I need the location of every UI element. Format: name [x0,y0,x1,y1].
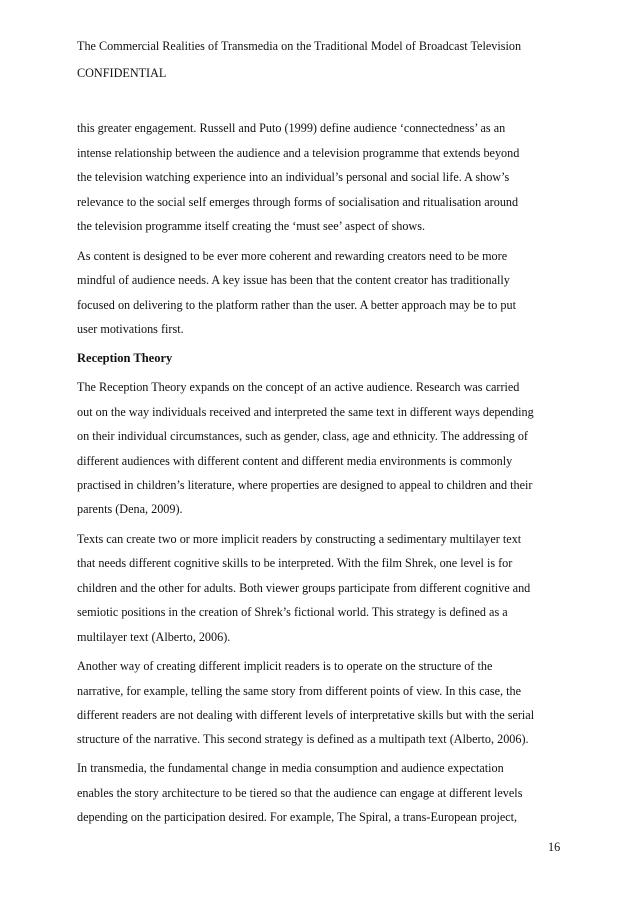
running-header-title: The Commercial Realities of Transmedia on the Traditional Model of Broadcast Television [77,39,522,53]
text-line: narrative, for example, telling the same story from different points of view. In this case, the [77,684,522,698]
text-line: practised in children’s literature, where properties are designed to appeal to children and their [77,478,533,492]
text-line: user motivations first. [77,322,184,336]
text-line: As content is designed to be ever more coherent and rewarding creators need to be more [77,249,508,263]
text-line: Another way of creating different implicit readers is to operate on the structure of the [77,659,493,673]
text-line: relevance to the social self emerges through forms of socialisation and ritualisation around [77,195,519,209]
text-line: depending on the participation desired. For example, The Spiral, a trans-European project, [77,810,518,824]
text-line: out on the way individuals received and interpreted the same text in different ways depending [77,405,534,419]
text-line: Texts can create two or more implicit readers by constructing a sedimentary multilayer text [77,532,522,546]
text-line: different readers are not dealing with different levels of interpretative skills but with the serial [77,708,535,722]
text-line: this greater engagement. Russell and Puto (1999) define audience ‘connectedness’ as an [77,121,506,135]
text-line: parents (Dena, 2009). [77,502,183,516]
text-line: intense relationship between the audience and a television programme that extends beyond [77,146,520,160]
text-line: children and the other for adults. Both viewer groups participate from different cognitive and [77,581,531,595]
text-line: that needs different cognitive skills to be interpreted. With the film Shrek, one level is for [77,556,513,570]
text-line: mindful of audience needs. A key issue has been that the content creator has traditionally [77,273,510,287]
text-line: enables the story architecture to be tiered so that the audience can engage at different levels [77,786,523,800]
text-line: multilayer text (Alberto, 2006). [77,630,231,644]
text-line: semiotic positions in the creation of Shrek’s fictional world. This strategy is defined as a [77,605,508,619]
section-heading: Reception Theory [77,351,173,365]
text-line: different audiences with different content and different media environments is commonly [77,454,513,468]
page-number: 16 [548,840,561,854]
text-line: on their individual circumstances, such as gender, class, age and ethnicity. The addressing of [77,429,528,443]
text-line: structure of the narrative. This second strategy is defined as a multipath text (Alberto, 2006). [77,732,529,746]
text-line: the television watching experience into an individual’s personal and social life. A show’s [77,170,510,184]
confidential-label: CONFIDENTIAL [77,66,167,80]
text-line: the television programme itself creating the ‘must see’ aspect of shows. [77,219,426,233]
text-line: In transmedia, the fundamental change in media consumption and audience expectation [77,761,504,775]
text-line: focused on delivering to the platform rather than the user. A better approach may be to put [77,298,516,312]
text-line: The Reception Theory expands on the concept of an active audience. Research was carried [77,380,520,394]
